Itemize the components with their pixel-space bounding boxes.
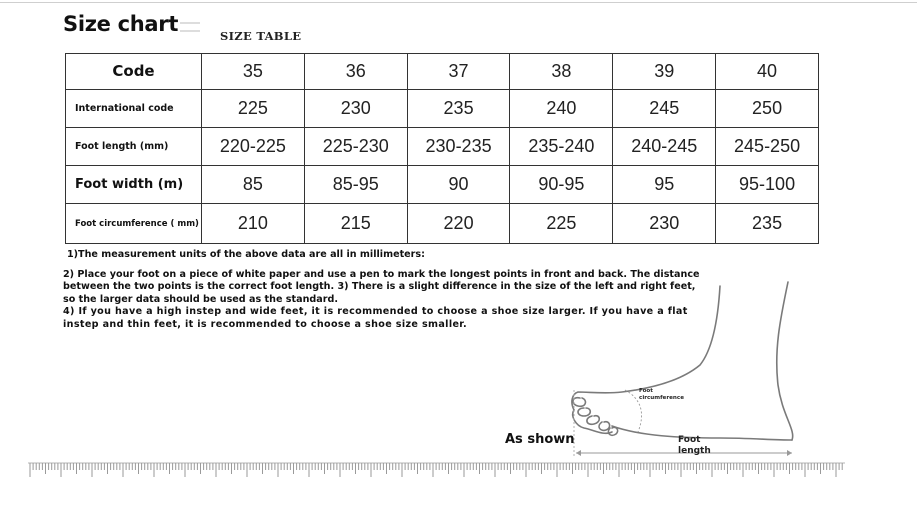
foot-circumference-label: Foot circumference	[639, 388, 684, 401]
as-shown-label: As shown	[505, 432, 575, 447]
table-cell: 215	[304, 204, 407, 244]
row-label: International code	[66, 90, 202, 128]
table-cell: 95	[613, 166, 716, 204]
table-cell: 35	[202, 54, 305, 90]
table-cell: 39	[613, 54, 716, 90]
table-cell: 95-100	[716, 166, 819, 204]
table-cell: 38	[510, 54, 613, 90]
table-cell: 235	[716, 204, 819, 244]
top-divider	[0, 2, 917, 3]
table-cell: 90	[407, 166, 510, 204]
table-cell: 90-95	[510, 166, 613, 204]
table-cell: 85-95	[304, 166, 407, 204]
table-cell: 37	[407, 54, 510, 90]
table-cell: 230	[304, 90, 407, 128]
table-cell: 235	[407, 90, 510, 128]
table-cell: 225	[510, 204, 613, 244]
table-cell: 230-235	[407, 128, 510, 166]
table-cell: 240-245	[613, 128, 716, 166]
table-row-foot-length	[66, 128, 819, 166]
table-cell: 36	[304, 54, 407, 90]
row-label: Foot circumference ( mm)	[66, 204, 202, 244]
note-measure: 2) Place your foot on a piece of white paper and use a pen to mark the longest points in front and back. The distance between the two points is the correct foot length. 3) There is a slight difference in the size of the left and right feet, so the larger data should be used as the standard.	[63, 268, 700, 305]
table-cell: 250	[716, 90, 819, 128]
row-label: Code	[66, 54, 202, 90]
table-cell: 240	[510, 90, 613, 128]
table-cell: 40	[716, 54, 819, 90]
table-row-foot-circumference	[66, 204, 819, 244]
foot-length-label: Foot length	[678, 435, 711, 456]
title-decoration	[180, 22, 200, 32]
note-units: 1)The measurement units of the above data are all in millimeters:	[67, 249, 425, 260]
ruler	[0, 455, 917, 515]
table-cell: 220	[407, 204, 510, 244]
table-row-foot-width	[66, 166, 819, 204]
table-cell: 225-230	[304, 128, 407, 166]
page-subtitle: SIZE TABLE	[220, 29, 302, 43]
table-cell: 85	[202, 166, 305, 204]
table-cell: 230	[613, 204, 716, 244]
table-cell: 210	[202, 204, 305, 244]
table-cell: 245	[613, 90, 716, 128]
table-row-code	[66, 54, 819, 90]
table-cell: 225	[202, 90, 305, 128]
table-cell: 245-250	[716, 128, 819, 166]
row-label: Foot width (m)	[66, 166, 202, 204]
row-label: Foot length (mm)	[66, 128, 202, 166]
foot-illustration	[560, 280, 800, 460]
note-instep: 4) If you have a high instep and wide feet, it is recommended to choose a shoe size larger. If you have a flat instep and thin feet, it is recommended to choose a shoe size smaller.	[63, 306, 688, 330]
page-title: Size chart	[63, 12, 179, 36]
table-cell: 235-240	[510, 128, 613, 166]
table-cell: 220-225	[202, 128, 305, 166]
table-row-international-code	[66, 90, 819, 128]
size-table	[65, 53, 819, 244]
